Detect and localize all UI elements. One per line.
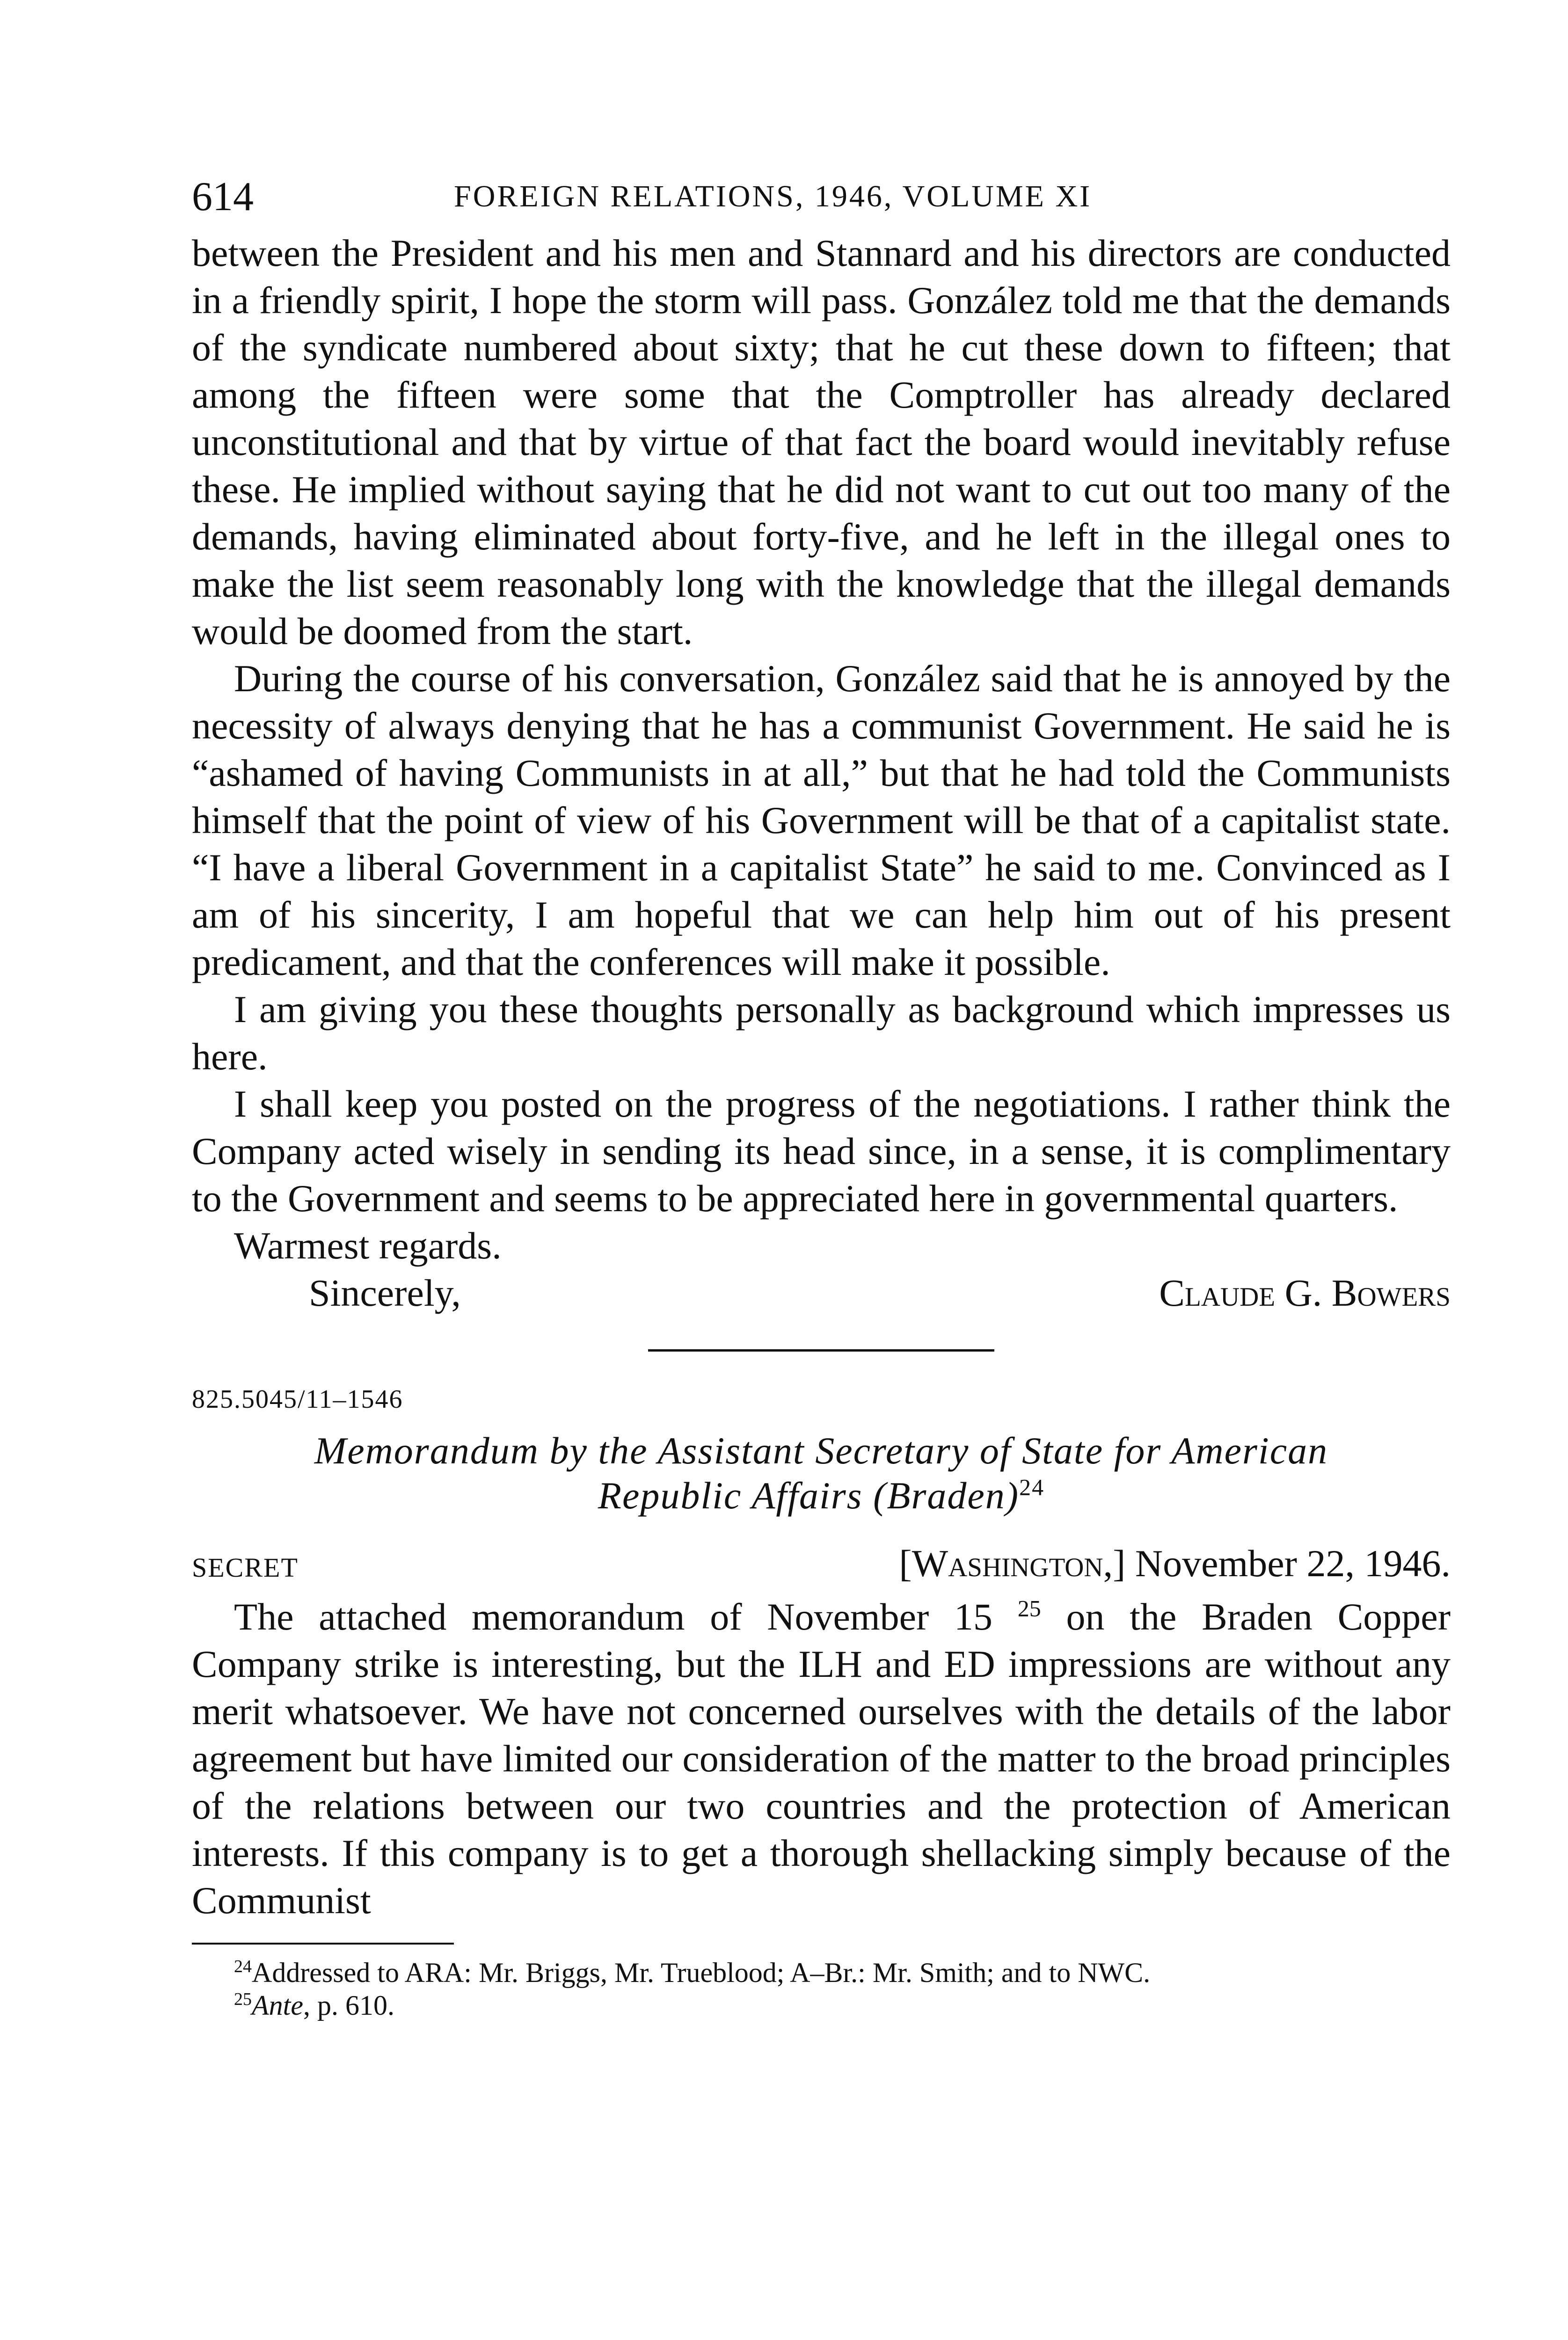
- footnote-25-mark: 25: [234, 1989, 252, 2009]
- footnote-ref-24: 24: [1019, 1474, 1045, 1500]
- footnote-25: [192, 1989, 1451, 2022]
- footnote-24-mark: 24: [234, 1957, 252, 1976]
- letter-paragraph-3: I am giving you these thoughts personally as background which impresses us here.: [192, 988, 1451, 1078]
- letter-paragraph-4: I shall keep you posted on the progress of the negotiations. I rather think the Company acted wisely in sending its head since, in a sense, it is complimentary to the Government and seems to be appreciated here in governmental quarters.: [192, 1082, 1451, 1220]
- footnote-ref-25: 25: [1017, 1595, 1041, 1622]
- memo-title-line-1: Memorandum by the Assistant Secretary of State for American: [314, 1429, 1328, 1472]
- memo-body: [192, 1593, 1451, 1924]
- memo-title-line-2: Republic Affairs (Braden): [598, 1474, 1020, 1517]
- memo-paragraph-part-2: on the Braden Copper Company strike is interesting, but the ILH and ED impressions are without any merit whatsoever. We have not concerned ourselves with the details of the labor agreement but have limited our consideration of the matter to the broad principles of the relations between our two countries and the protection of American interests. If this company is to get a thorough shellacking simply because of the Communist: [192, 1595, 1451, 1922]
- running-head: FOREIGN RELATIONS, 1946, VOLUME XI: [454, 179, 1092, 213]
- document-page: [192, 173, 1451, 2022]
- memo-paragraph-part-1: The attached memorandum of November 15: [234, 1595, 993, 1638]
- footnote-25-text: , p. 610.: [303, 1990, 394, 2021]
- footnotes: [192, 1956, 1451, 2022]
- memo-date-text: November 22, 1946.: [1135, 1542, 1451, 1585]
- signer-name: Claude G. Bowers: [1159, 1272, 1451, 1314]
- footnote-25-ante: Ante: [252, 1990, 303, 2021]
- page-header: [192, 173, 1451, 229]
- signature-block: [192, 1269, 1451, 1316]
- section-divider: [648, 1349, 994, 1352]
- memo-date: [899, 1542, 1451, 1586]
- file-number: 825.5045/11–1546: [192, 1385, 403, 1414]
- dateline: [192, 1542, 1451, 1593]
- footnote-24: [192, 1956, 1451, 1989]
- letter-paragraph-1: between the President and his men and Stannard and his directors are conducted in a friendly spirit, I hope the storm will pass. González told me that the demands of the syndicate numbered about sixty; that he cut these down to fifteen; that among the fifteen were some that the Comptroller has already declared unconstitutional and that by virtue of that fact the board would inevitably refuse these. He implied without saying that he did not want to cut out too many of the demands, having eliminated about forty-five, and he left in the illegal ones to make the list seem reasonably long with the knowledge that the illegal demands would be doomed from the start.: [192, 232, 1451, 652]
- memo-paragraph-1: [192, 1593, 1451, 1924]
- letter-paragraph-2: During the course of his conversation, González said that he is annoyed by the necessity of always denying that he has a communist Government. He said he is “ashamed of having Communists in at all,” but that he had told the Communists himself that the point of view of his Government will be that of a capitalist state. “I have a liberal Government in a capitalist State” he said to me. Convinced as I am of his sincerity, I am hopeful that we can help him out of his present predicament, and that the conferences will make it possible.: [192, 657, 1451, 983]
- letter-closing: Warmest regards.: [234, 1224, 502, 1267]
- footnote-divider: [192, 1943, 454, 1945]
- memo-title: [234, 1428, 1408, 1518]
- classification-label: SECRET: [192, 1552, 299, 1583]
- page-number: 614: [192, 174, 254, 219]
- letter-body: [192, 229, 1451, 1316]
- footnote-24-text: Addressed to ARA: Mr. Briggs, Mr. Trueblood; A–Br.: Mr. Smith; and to NWC.: [252, 1957, 1151, 1988]
- memo-place: [Washington,]: [899, 1542, 1126, 1585]
- valediction: Sincerely,: [309, 1272, 461, 1314]
